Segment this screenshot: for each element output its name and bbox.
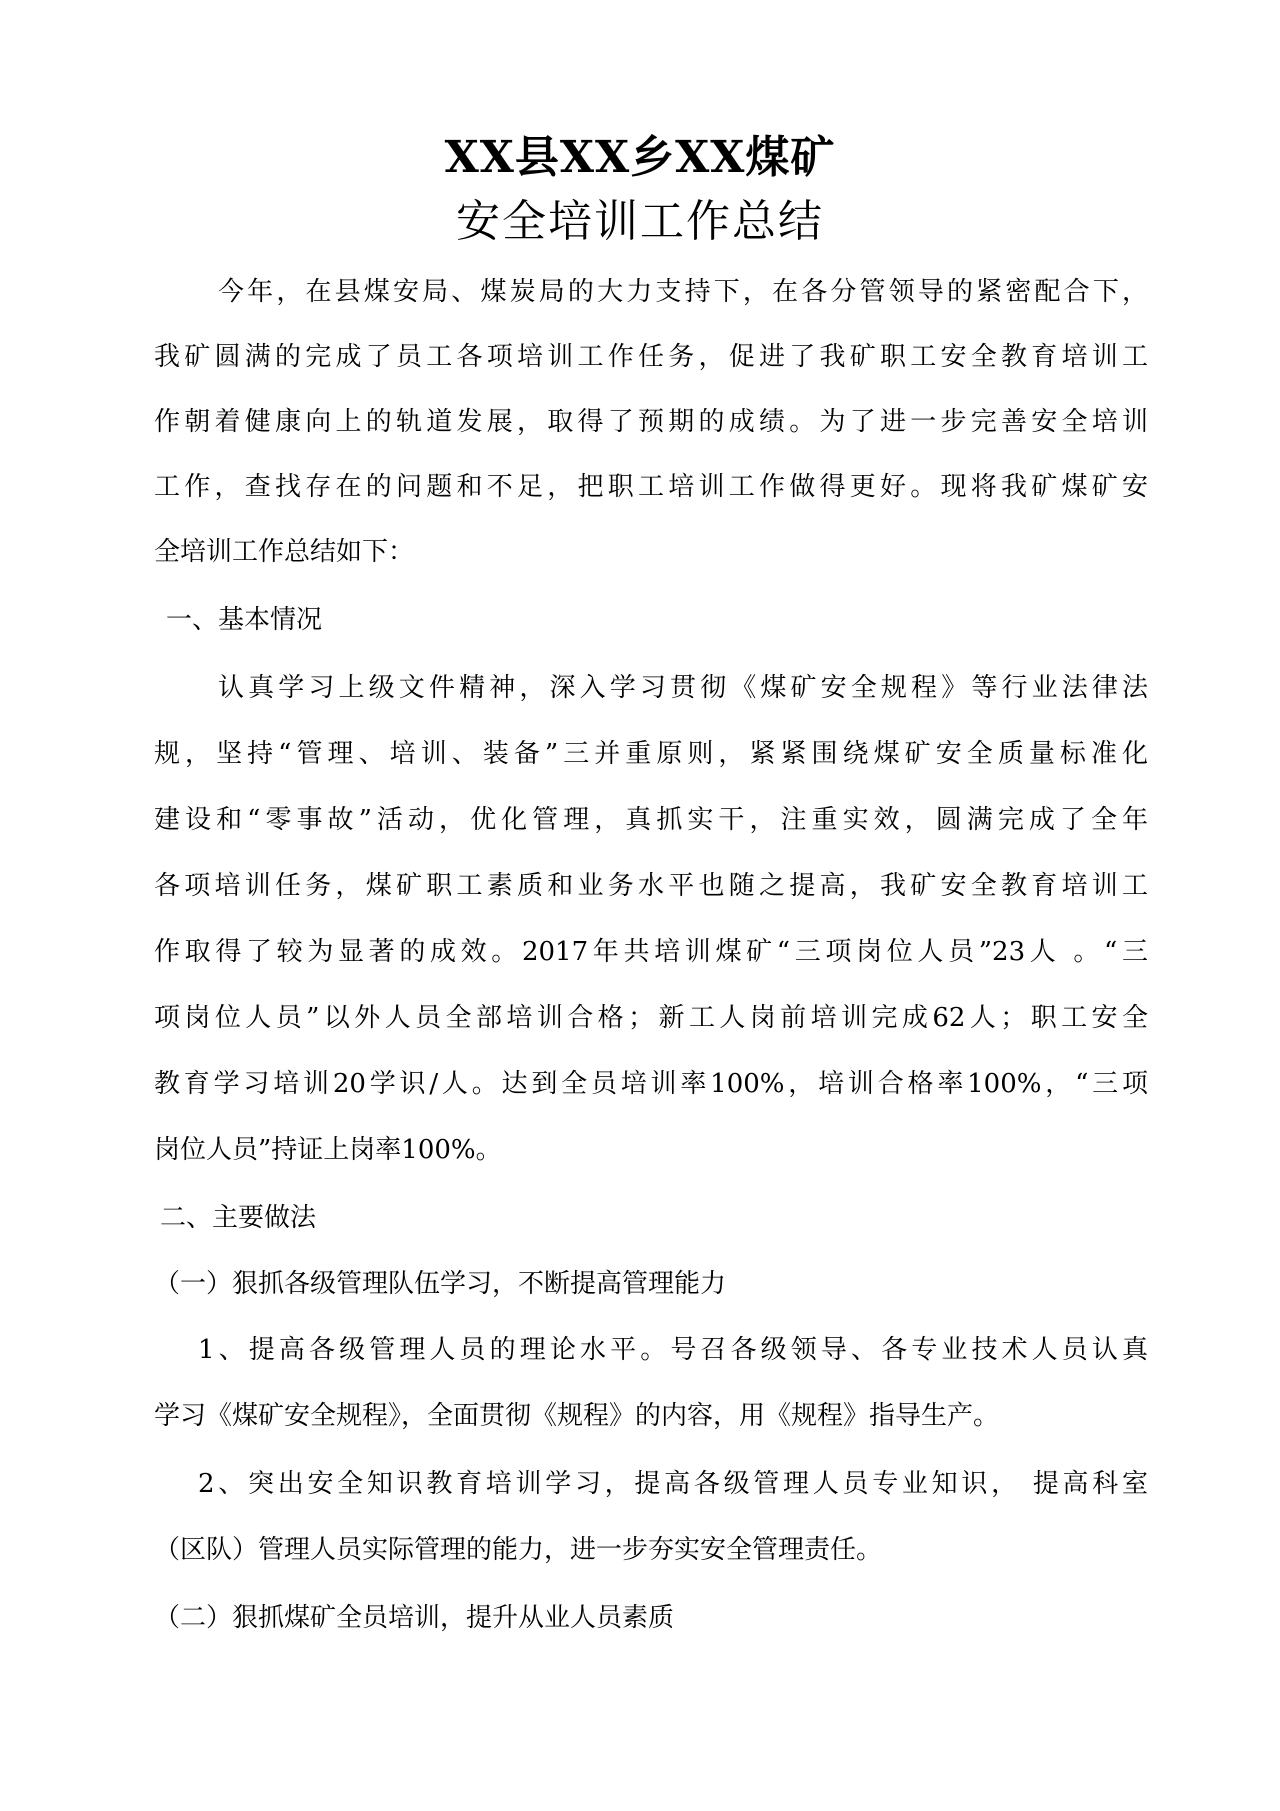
- section-heading: 二、主要做法: [160, 1203, 317, 1233]
- paragraph-line: 学习《煤矿安全规程》，全面贯彻《规程》的内容，用《规程》指导生产。: [154, 1401, 1000, 1431]
- paragraph-line: 项岗位人员”以外人员全部培训合格；新工人岗前培训完成62人；职工安全: [154, 1003, 1148, 1033]
- paragraph-line: 岗位人员”持证上岗率100%。: [154, 1135, 502, 1165]
- document-title-line-1: XX县XX乡XX煤矿: [444, 132, 836, 183]
- subsection-heading: （一）狠抓各级管理队伍学习，不断提高管理能力: [154, 1269, 727, 1299]
- paragraph-line: （区队）管理人员实际管理的能力，进一步夯实安全管理责任。: [154, 1535, 883, 1565]
- paragraph-line: 认真学习上级文件精神，深入学习贯彻《煤矿安全规程》等行业法律法: [218, 673, 1148, 703]
- paragraph-line: 建设和“零事故”活动，优化管理，真抓实干，注重实效，圆满完成了全年: [154, 805, 1148, 835]
- paragraph-line: 教育学习培训20学识/人。达到全员培训率100%，培训合格率100%，“三项: [154, 1069, 1148, 1099]
- paragraph-line: 1、提高各级管理人员的理论水平。号召各级领导、各专业技术人员认真: [198, 1335, 1148, 1365]
- paragraph-line: 全培训工作总结如下：: [154, 537, 415, 567]
- paragraph-line: 作朝着健康向上的轨道发展，取得了预期的成绩。为了进一步完善安全培训: [154, 407, 1148, 437]
- paragraph-line: 我矿圆满的完成了员工各项培训工作任务，促进了我矿职工安全教育培训工: [154, 342, 1148, 372]
- paragraph-line: 各项培训任务，煤矿职工素质和业务水平也随之提高，我矿安全教育培训工: [154, 871, 1148, 901]
- paragraph-line: 工作，查找存在的问题和不足，把职工培训工作做得更好。现将我矿煤矿安: [154, 472, 1148, 502]
- paragraph-line: 作取得了较为显著的成效。2017年共培训煤矿“三项岗位人员”23人 。“三: [154, 937, 1148, 967]
- paragraph-line: 规，坚持“管理、培训、装备”三并重原则，紧紧围绕煤矿安全质量标准化: [154, 739, 1148, 769]
- section-heading: 一、基本情况: [166, 605, 323, 635]
- paragraph-line: 今年，在县煤安局、煤炭局的大力支持下，在各分管领导的紧密配合下，: [218, 277, 1148, 307]
- subsection-heading: （二）狠抓煤矿全员培训，提升从业人员素质: [154, 1603, 675, 1633]
- document-title-line-2: 安全培训工作总结: [456, 196, 824, 247]
- paragraph-line: 2、突出安全知识教育培训学习，提高各级管理人员专业知识， 提高科室: [198, 1469, 1148, 1499]
